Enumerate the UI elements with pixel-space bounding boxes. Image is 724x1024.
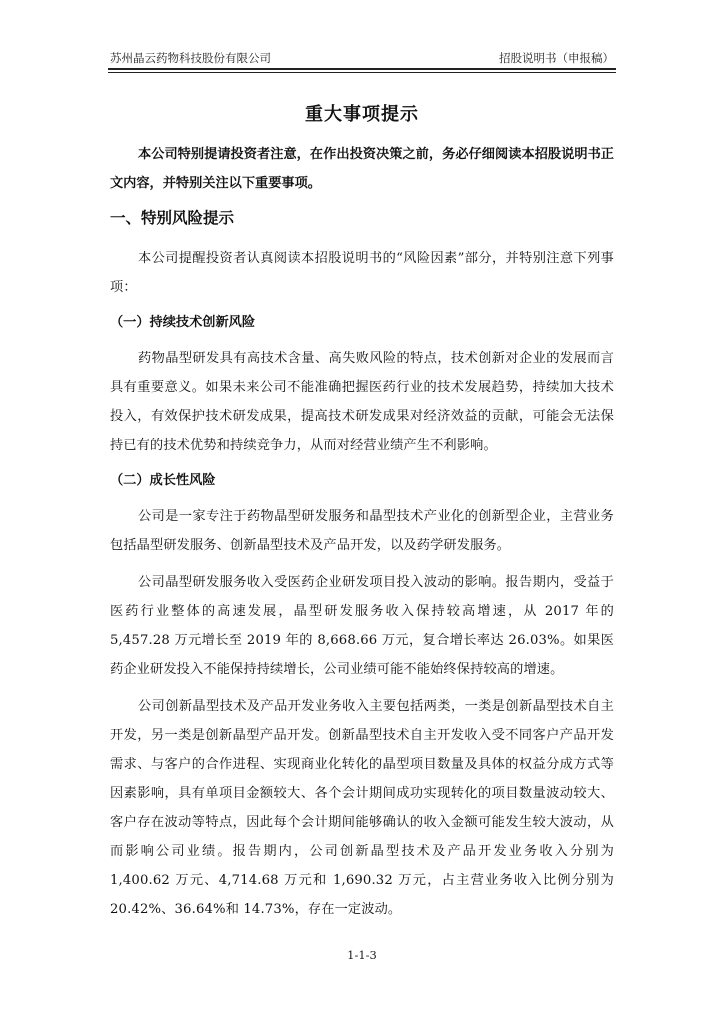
header-rule-thin <box>108 72 616 73</box>
subsection-heading-growth-risk: （二）成长性风险 <box>110 473 216 488</box>
header-document-type: 招股说明书（申报稿） <box>499 51 614 65</box>
header-company-name: 苏州晶云药物科技股份有限公司 <box>110 51 271 65</box>
page-number: 1-1-3 <box>347 948 377 962</box>
section-intro-paragraph: 本公司提醒投资者认真阅读本招股说明书的“风险因素”部分，并特别注意下列事项： <box>110 251 614 295</box>
paragraph-growth-risk-rd-services: 公司晶型研发服务收入受医药企业研发项目投入波动的影响。报告期内，受益于医药行业整体的高速发展，晶型研发服务收入保持较高增速，从 2017 年的 5,457.28 万元增长至 2019 年的 8,668.66 万元，复合增长率达 26.03%。如果医药企业研发投入不能保持持续增长，公司业绩可能不能始终保持较高的增速。 <box>110 575 614 677</box>
page-title: 重大事项提示 <box>305 104 419 125</box>
paragraph-tech-innovation-risk: 药物晶型研发具有高技术含量、高失败风险的特点，技术创新对企业的发展而言具有重要意义。如果未来公司不能准确把握医药行业的技术发展趋势，持续加大技术投入，有效保护技术研发成果，提高技术研发成果对经济效益的贡献，可能会无法保持已有的技术优势和持续竞争力，从而对经营业绩产生不利影响。 <box>110 351 614 453</box>
subsection-heading-tech-innovation-risk: （一）持续技术创新风险 <box>110 315 256 330</box>
paragraph-growth-risk-business: 公司是一家专注于药物晶型研发服务和晶型技术产业化的创新型企业，主营业务包括晶型研发服务、创新晶型技术及产品开发，以及药学研发服务。 <box>110 509 614 553</box>
header-rule-thick <box>108 68 616 70</box>
page-header <box>108 48 616 68</box>
page-content <box>110 100 614 932</box>
important-notice: 本公司特别提请投资者注意，在作出投资决策之前，务必仔细阅读本招股说明书正文内容，并特别关注以下重要事项。 <box>110 147 614 191</box>
section-heading-special-risks: 一、特别风险提示 <box>110 209 235 227</box>
paragraph-growth-risk-innovation-revenue: 公司创新晶型技术及产品开发业务收入主要包括两类，一类是创新晶型技术自主开发，另一类是创新晶型产品开发。创新晶型技术自主开发收入受不同客户产品开发需求、与客户的合作进程、实现商业化转化的晶型项目数量及具体的权益分成方式等因素影响，具有单项目金额较大、各个会计期间成功实现转化的项目数量波动较大、客户存在波动等特点，因此每个会计期间能够确认的收入金额可能发生较大波动，从而影响公司业绩。报告期内，公司创新晶型技术及产品开发业务收入分别为 1,400.62 万元、4,714.68 万元和 1,690.32 万元，占主营业务收入比例分别为 20.42%、36.64%和 14.73%，存在一定波动。 <box>110 699 614 917</box>
